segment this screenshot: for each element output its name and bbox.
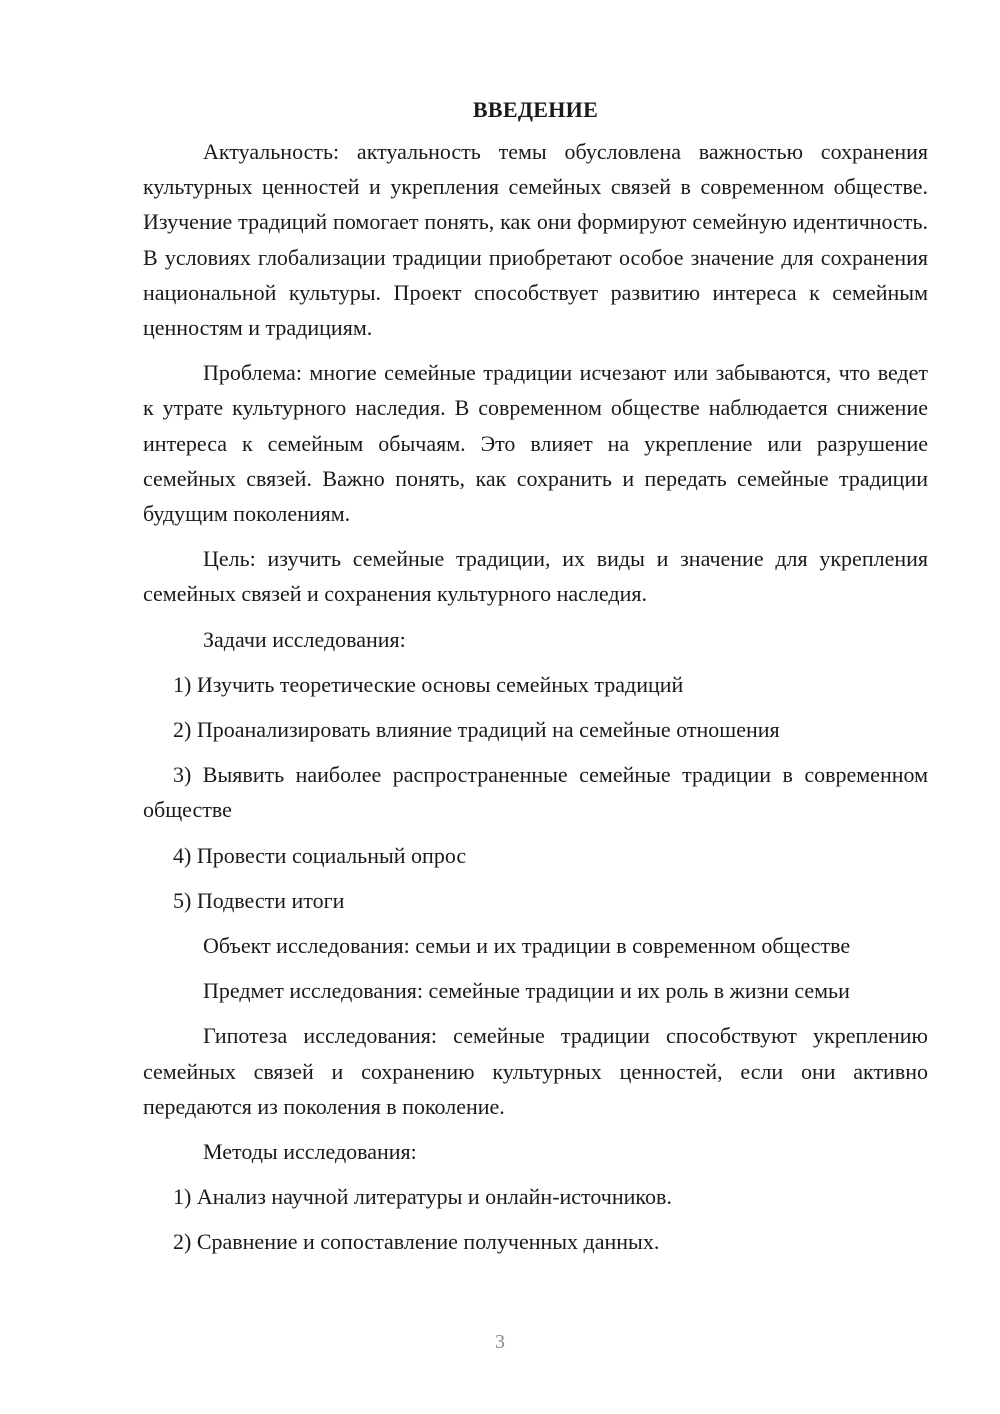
subject-line: Предмет исследования: семейные традиции и их роль в жизни семьи (203, 978, 850, 1004)
object-line: Объект исследования: семьи и их традиции в современном обществе (203, 933, 851, 959)
page-title: ВВЕДЕНИЕ (472, 97, 599, 122)
task-item: 3) Выявить наиболее распространенные семейные традиции в современном обществе (143, 762, 928, 823)
task-item: 1) Изучить теоретические основы семейных традиций (173, 671, 684, 697)
page-number: 3 (495, 1331, 505, 1353)
tasks-heading: Задачи исследования: (203, 626, 406, 652)
task-item: 2) Проанализировать влияние традиций на семейные отношения (173, 717, 780, 743)
goal-paragraph: Цель: изучить семейные традиции, их виды и значение для укрепления семейных связей и сохранения культурного наследия. (143, 546, 928, 607)
hypothesis-paragraph: Гипотеза исследования: семейные традиции способствуют укреплению семейных связей и сохранению культурных ценностей, если они активно передаются из поколения в поколение. (143, 1023, 928, 1119)
methods-heading: Методы исследования: (203, 1139, 417, 1165)
method-item: 2) Сравнение и сопоставление полученных данных. (173, 1229, 660, 1255)
relevance-paragraph: Актуальность: актуальность темы обусловлена важностью сохранения культурных ценностей и укрепления семейных связей в современном обществе. Изучение традиций помогает понять, как они формируют семейную идентичность. В условиях глобализации традиции приобретают особое значение для сохранения национальной культуры. Проект способствует развитию интереса к семейным ценностям и традициям. (143, 139, 928, 341)
document-page (143, 94, 928, 1270)
task-item: 4) Провести социальный опрос (173, 842, 467, 868)
problem-paragraph: Проблема: многие семейные традиции исчезают или забываются, что ведет к утрате культурного наследия. В современном обществе наблюдается снижение интереса к семейным обычаям. Это влияет на укрепление или разрушение семейных связей. Важно понять, как сохранить и передать семейные традиции будущим поколениям. (143, 360, 928, 527)
task-item: 5) Подвести итоги (173, 887, 345, 913)
method-item: 1) Анализ научной литературы и онлайн-источников. (173, 1184, 672, 1210)
